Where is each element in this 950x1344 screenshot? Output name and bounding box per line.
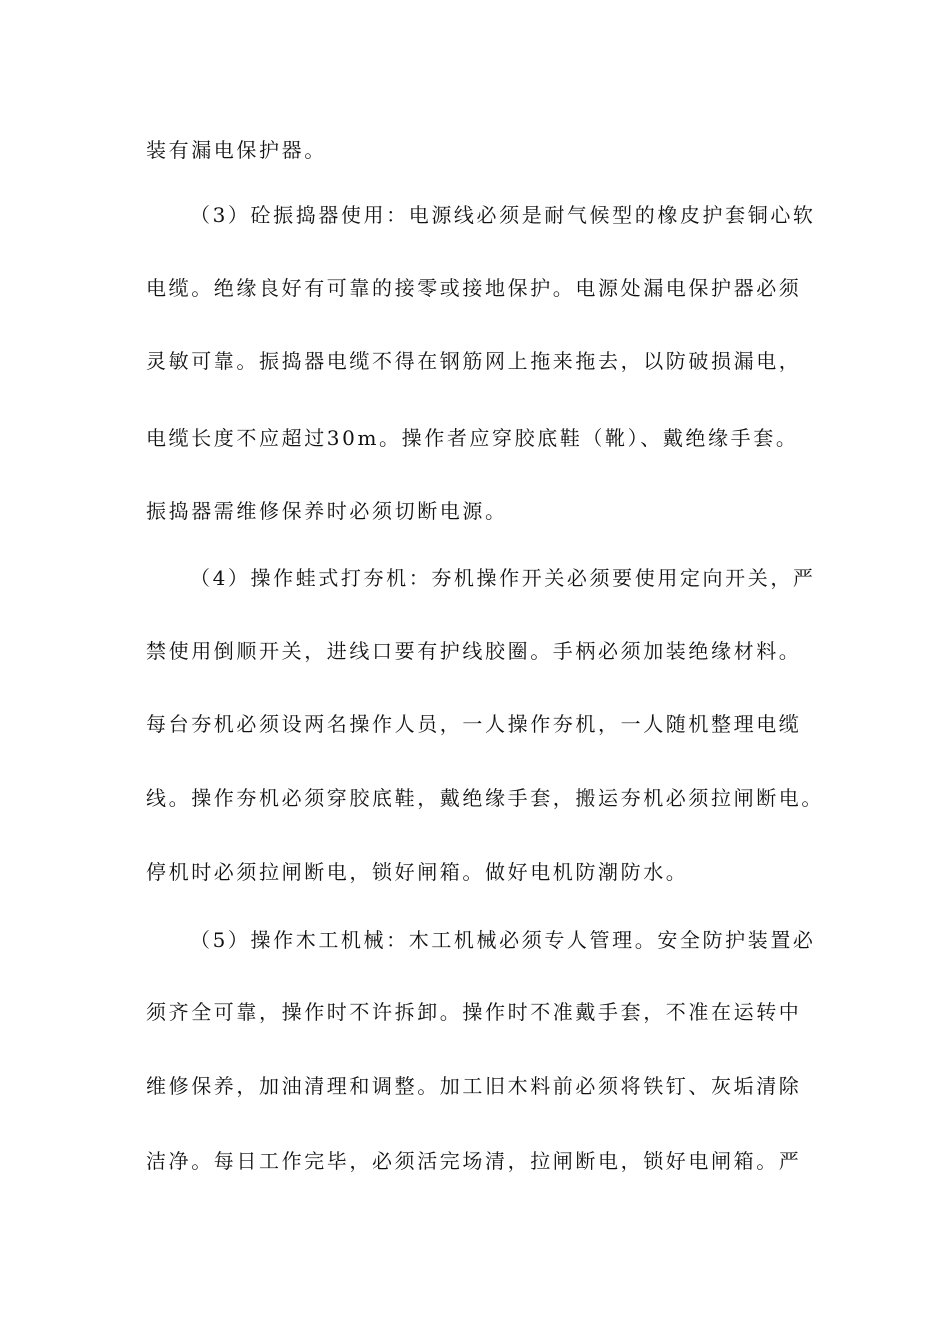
paragraph-5-start: （5）操作木工机械：木工机械必须专人管理。安全防护装置必 xyxy=(190,928,816,952)
text-line: 装有漏电保护器。 xyxy=(146,138,327,162)
text-line: 电缆长度不应超过30m。操作者应穿胶底鞋（靴）、戴绝缘手套。 xyxy=(146,426,799,450)
paragraph-4-start: （4）操作蛙式打夯机：夯机操作开关必须要使用定向开关，严 xyxy=(190,566,816,590)
text-line: 灵敏可靠。振捣器电缆不得在钢筋网上拖来拖去，以防破损漏电， xyxy=(146,349,802,373)
text-line: 维修保养，加油清理和调整。加工旧木料前必须将铁钉、灰垢清除 xyxy=(146,1074,802,1098)
text-line: 洁净。每日工作完毕，必须活完场清，拉闸断电，锁好电闸箱。严 xyxy=(146,1149,802,1173)
text-line: 须齐全可靠，操作时不许拆卸。操作时不准戴手套，不准在运转中 xyxy=(146,1000,802,1024)
text-line: 每台夯机必须设两名操作人员，一人操作夯机，一人随机整理电缆 xyxy=(146,712,802,736)
text-line: 电缆。绝缘良好有可靠的接零或接地保护。电源处漏电保护器必须 xyxy=(146,276,802,300)
text-line: 停机时必须拉闸断电，锁好闸箱。做好电机防潮防水。 xyxy=(146,860,689,884)
text-line: 振捣器需维修保养时必须切断电源。 xyxy=(146,499,508,523)
paragraph-3-start: （3）砼振捣器使用：电源线必须是耐气候型的橡皮护套铜心软 xyxy=(190,203,816,227)
text-line: 线。操作夯机必须穿胶底鞋，戴绝缘手套，搬运夯机必须拉闸断电。 xyxy=(146,786,824,810)
text-line: 禁使用倒顺开关，进线口要有护线胶圈。手柄必须加装绝缘材料。 xyxy=(146,639,802,663)
